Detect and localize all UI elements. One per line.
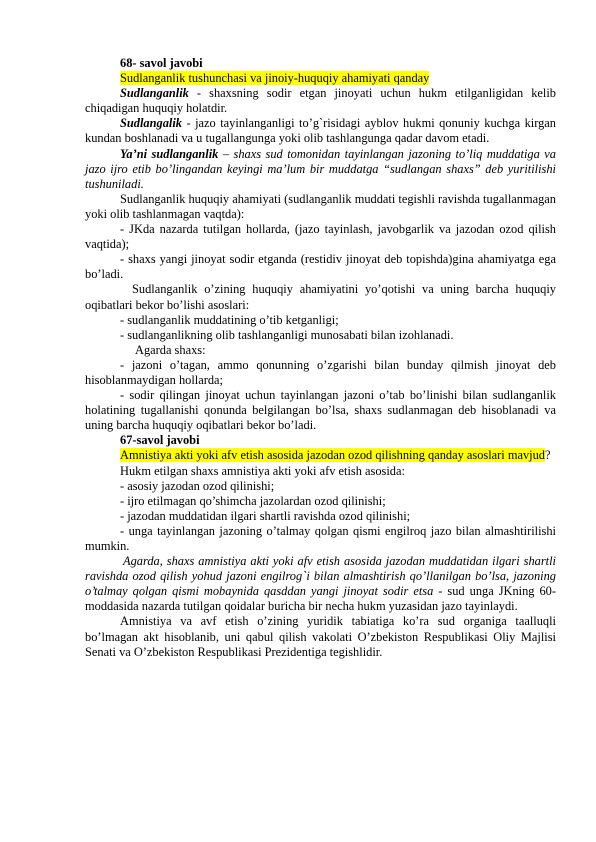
list-item: - sudlanganlik muddatining o’tib ketganligi;	[120, 312, 339, 327]
list-item: - JKda nazarda tutilgan hollarda, (jazo tayinlash, javobgarlik va jazodan ozod qilish vaqtida);	[85, 222, 556, 252]
list-item: - shaxs yangi jinoyat sodir etganda (restidiv jinoyat deb topishda)gina ahamiyatga ega bo’ladi.	[85, 252, 556, 282]
list-item: - jazoni o’tagan, ammo qonunning o’zgarishi bilan bunday qilmish jinoyat deb hisoblanmaydigan hollarda;	[85, 357, 556, 387]
paragraph-meaning: Ya’ni sudlanganlik – shaxs sud tomonidan tayinlangan jazoning to’liq muddatiga va jazo ijro etib bo’lingandan keyingi ma’lum bir muddatga “sudlangan shaxs” deb yuritilishi tushuniladi.	[85, 146, 556, 191]
paragraph: Agarda shaxs:	[135, 342, 206, 357]
paragraph-duration: Sudlangalik - jazo tayinlanganligi to’g`risidagi ayblov hukmi qonuniy kuchga kirgan kundan boshlanadi va u tugallangunga yoki olib tashlangunga qadar davom etadi.	[85, 116, 556, 146]
list-item: - ijro etilmagan qo’shimcha jazolardan ozod qilinishi;	[120, 493, 386, 508]
list-item: - sudlanganlikning olib tashlanganligi munosabati bilan izohlanadi.	[120, 327, 454, 342]
highlighted-question: Amnistiya akti yoki afv etish asosida jazodan ozod qilishning qanday asoslari mavjud	[120, 448, 545, 463]
heading-68: 68- savol javobi	[120, 56, 203, 70]
list-item: - unga tayinlangan jazoning o’talmay qolgan qismi engilroq jazo bilan almashtirilishi mumkin.	[85, 523, 556, 553]
heading-67: 67-savol javobi	[120, 433, 200, 448]
question-67: Amnistiya akti yoki afv etish asosida jazodan ozod qilishning qanday asoslari mavjud?	[120, 448, 551, 463]
paragraph: Sudlanganlik huquqiy ahamiyati (sudlanganlik muddati tegishli ravishda tugallanmagan yoki olib tashlanmagan vaqtda):	[85, 191, 556, 221]
paragraph: Sudlanganlik o’zining huquqiy ahamiyatini yo’qotishi va uning barcha huquqiy oqibatlari bekor bo’lishi asoslari:	[85, 282, 556, 312]
list-item: - asosiy jazodan ozod qilinishi;	[120, 478, 275, 493]
paragraph-definition: Sudlanganlik - shaxsning sodir etgan jinoyati uchun hukm etilganligidan kelib chiqadigan huquqiy holatdir.	[85, 86, 556, 116]
list-item: - sodir qilingan jinoyat uchun tayinlangan jazoni o’tab bo’linishi bilan sudlanganlik holatining tugallanishi qonunda belgilangan bo’lsa, shaxs sudlanmagan deb hisoblanadi va uning barcha huquqiy oqibatlari bekor bo’ladi.	[85, 388, 556, 433]
paragraph-italic: Agarda, shaxs amnistiya akti yoki afv etish asosida jazodan muddatidan ilgari shartli ravishda ozod qilish yohud jazoni engilrog`i bilan almashtirish qo’llanilgan bo’lsa, jazoning o’talmay qolgan qismi mobaynida qasddan yangi jinoyat sodir etsa - sud unga JKning 60-moddasida nazarda tutilgan qoidalar buґicha bir necha hukm yuzasidan jazo tayinlaydi.	[85, 554, 557, 614]
document-page	[85, 56, 556, 660]
term: Sudlangalik	[120, 116, 182, 131]
paragraph: Amnistiya va avf etish o’zining yuridik tabiatiga ko’ra sud organiga taalluqli bo’lmagan akt hisoblanib, uni qabul qilish vakolati O’zbekiston Respublikasi Oliy Majlisi Senati va O’zbekiston Respublikasi Prezidentiga tegishlidir.	[85, 614, 556, 659]
question-68	[85, 71, 556, 86]
paragraph: Hukm etilgan shaxs amnistiya akti yoki afv etish asosida:	[120, 463, 405, 478]
list-item: - jazodan muddatidan ilgari shartli ravishda ozod qilinishi;	[120, 508, 411, 523]
term: Ya’ni sudlanganlik	[120, 146, 219, 161]
term: Sudlanganlik	[120, 86, 189, 101]
highlighted-question: Sudlanganlik tushunchasi va jinoiy-huquqiy ahamiyati qanday	[120, 71, 430, 86]
